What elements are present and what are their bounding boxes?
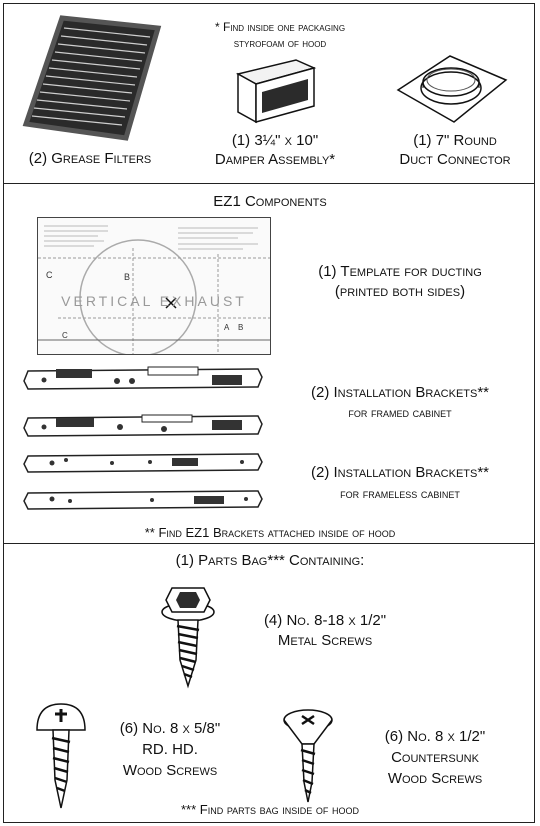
template-label-line2: (printed both sides): [334, 283, 466, 300]
countersunk-screws-label-line1: (6) No. 8 x 1/2": [384, 728, 486, 745]
damper-note-line1: * Find inside one packaging: [214, 20, 346, 34]
metal-screws-label-line2: Metal Screws: [277, 632, 373, 649]
duct-label-line2: Duct Connector: [399, 151, 511, 168]
duct-connector-illustration: [388, 50, 513, 130]
countersunk-screws-label-line2: Countersunk: [391, 749, 479, 766]
rdhd-screws-label-line2: RD. HD.: [142, 741, 198, 758]
svg-text:B: B: [124, 272, 131, 282]
countersunk-wood-screw-illustration: [280, 706, 336, 806]
ez1-heading: EZ1 Components: [213, 193, 327, 210]
round-head-wood-screw-illustration: [33, 700, 89, 812]
svg-text:C: C: [46, 270, 53, 280]
frameless-bracket-label-line2: for frameless cabinet: [340, 486, 460, 501]
metal-screws-label-line1: (4) No. 8-18 x 1/2": [263, 612, 387, 629]
ducting-template-illustration: [37, 217, 271, 355]
damper-assembly-illustration: [228, 56, 318, 126]
svg-text:C: C: [62, 331, 68, 340]
grease-filters-label: (2) Grease Filters: [28, 150, 152, 167]
framed-bracket-illustration-2: [22, 410, 267, 440]
svg-text:B: B: [238, 323, 244, 332]
ez1-brackets-note: ** Find EZ1 Brackets attached inside of hood: [144, 525, 396, 540]
section-divider-top: [3, 183, 535, 184]
frameless-bracket-illustration-2: [22, 487, 267, 513]
svg-text:A: A: [224, 323, 230, 332]
parts-bag-heading: (1) Parts Bag*** Containing:: [175, 552, 365, 569]
framed-bracket-illustration-1: [22, 363, 267, 393]
template-label-line1: (1) Template for ducting: [318, 263, 482, 280]
parts-bag-note: *** Find parts bag inside of hood: [181, 802, 359, 817]
section-divider-bottom: [3, 543, 535, 544]
countersunk-screws-label-line3: Wood Screws: [387, 770, 483, 787]
damper-label-line2: Damper Assembly*: [214, 151, 336, 168]
template-watermark: VERTICAL EXHAUST: [61, 293, 247, 309]
duct-label-line1: (1) 7" Round: [413, 132, 497, 149]
framed-bracket-label-line2: for framed cabinet: [348, 405, 452, 420]
damper-label-line1: (1) 3¼" x 10": [231, 132, 319, 149]
frameless-bracket-label-line1: (2) Installation Brackets**: [310, 464, 490, 481]
grease-filter-illustration: [22, 14, 162, 144]
framed-bracket-label-line1: (2) Installation Brackets**: [310, 384, 490, 401]
frameless-bracket-illustration-1: [22, 450, 267, 476]
rdhd-screws-label-line1: (6) No. 8 x 5/8": [119, 720, 221, 737]
rdhd-screws-label-line3: Wood Screws: [122, 762, 218, 779]
metal-screw-illustration: [158, 580, 218, 690]
damper-note-line2: styrofoam of hood: [233, 36, 327, 50]
